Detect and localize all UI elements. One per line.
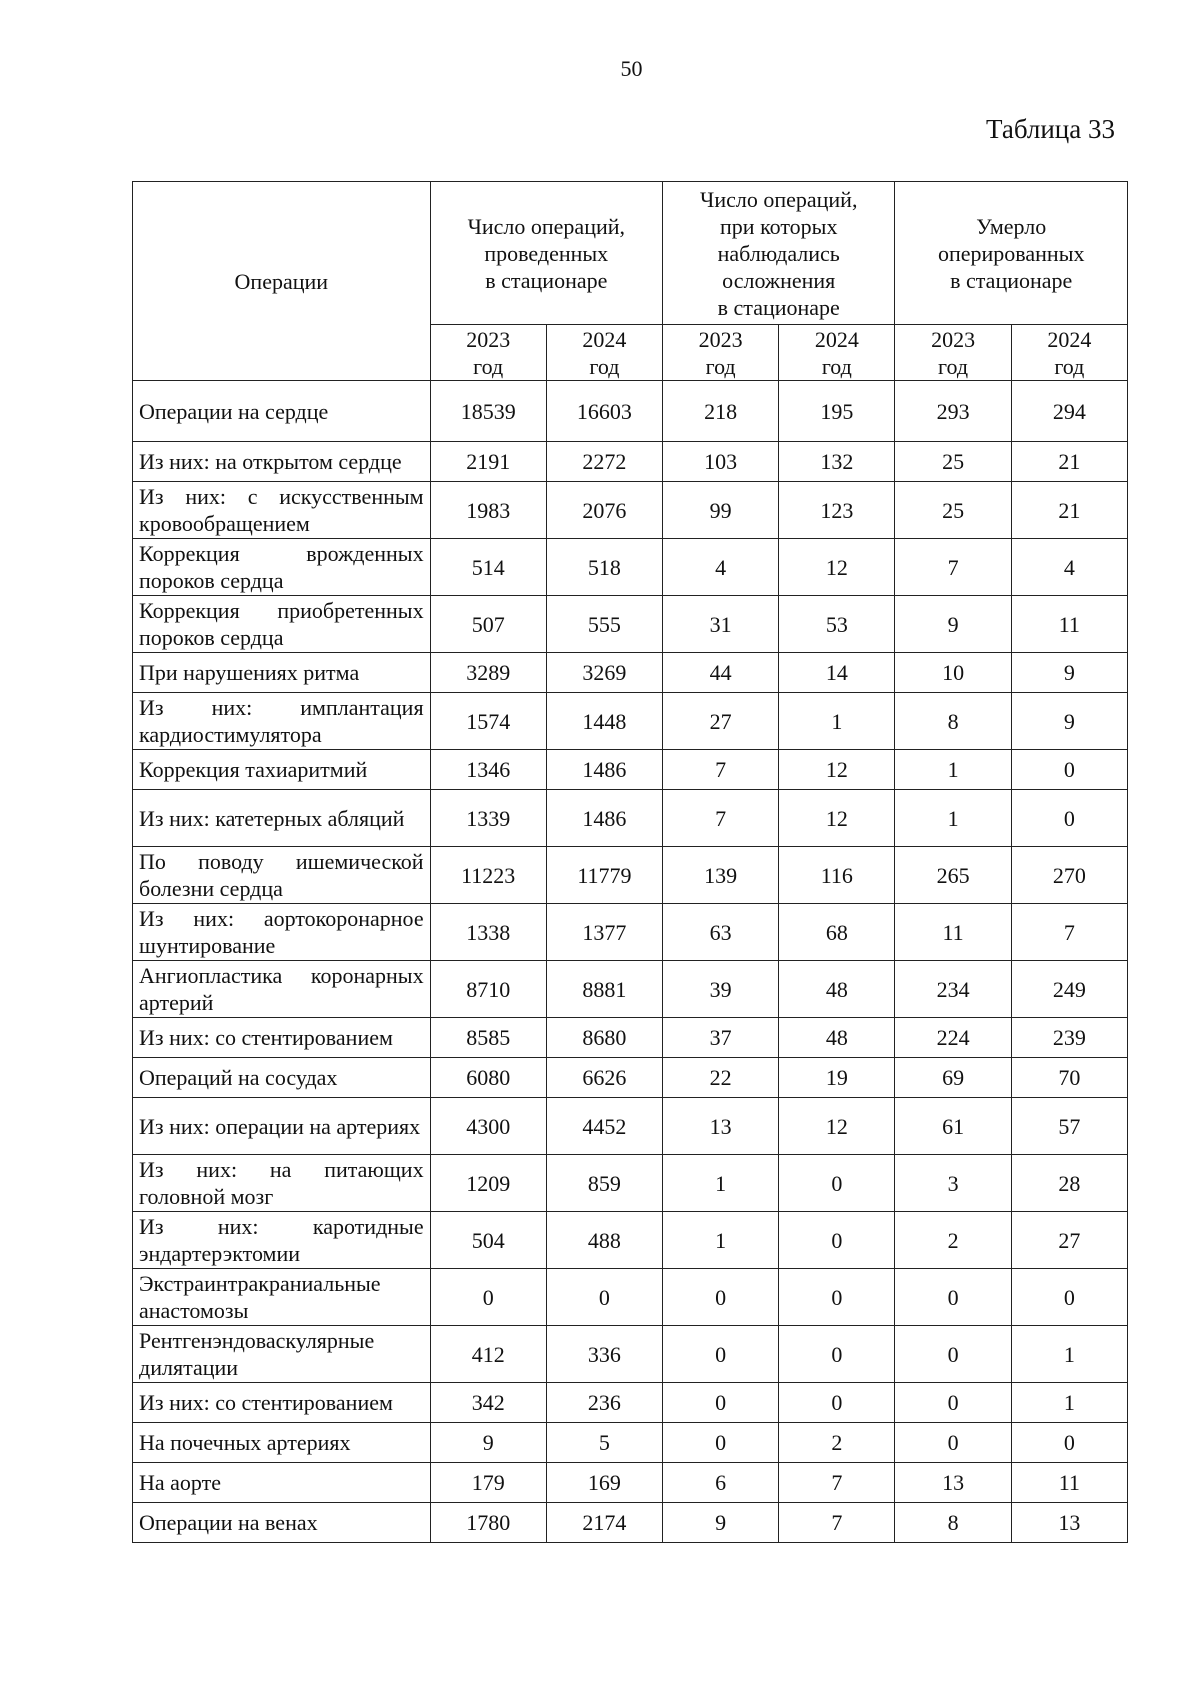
cell-value: 234: [895, 961, 1011, 1018]
cell-value: 0: [1011, 1269, 1127, 1326]
cell-value: 0: [1011, 790, 1127, 847]
cell-value: 0: [1011, 1423, 1127, 1463]
cell-value: 514: [430, 539, 546, 596]
header-line: Число операций,: [467, 213, 626, 239]
table-row: [133, 482, 1128, 539]
row-label: Операций на сосудах: [133, 1058, 431, 1098]
cell-value: 11: [895, 904, 1011, 961]
cell-value: 1: [1011, 1383, 1127, 1423]
cell-value: 7: [895, 539, 1011, 596]
cell-value: 57: [1011, 1098, 1127, 1155]
header-line: Число операций,: [700, 186, 858, 212]
table-row: [133, 961, 1128, 1018]
header-year: 2024 год: [779, 325, 895, 381]
row-label: Экстраинтракраниальные анастомозы: [133, 1269, 431, 1326]
cell-value: 7: [663, 750, 779, 790]
cell-value: 412: [430, 1326, 546, 1383]
header-line: в стационаре: [717, 294, 840, 320]
cell-value: 6626: [546, 1058, 662, 1098]
cell-value: 488: [546, 1212, 662, 1269]
row-label: Операции на сердце: [133, 381, 431, 442]
cell-value: 39: [663, 961, 779, 1018]
cell-value: 1486: [546, 750, 662, 790]
cell-value: 28: [1011, 1155, 1127, 1212]
cell-value: 1574: [430, 693, 546, 750]
cell-value: 2076: [546, 482, 662, 539]
header-line: оперированных: [937, 240, 1085, 266]
row-label: Коррекция врожденных пороков сердца: [133, 539, 431, 596]
cell-value: 69: [895, 1058, 1011, 1098]
cell-value: 25: [895, 442, 1011, 482]
table-caption: Таблица 33: [986, 114, 1115, 144]
cell-value: 0: [663, 1383, 779, 1423]
cell-value: 1209: [430, 1155, 546, 1212]
table-row: [133, 1058, 1128, 1098]
cell-value: 239: [1011, 1018, 1127, 1058]
cell-value: 8: [895, 1503, 1011, 1543]
cell-value: 1: [663, 1155, 779, 1212]
cell-value: 116: [779, 847, 895, 904]
table-row: [133, 442, 1128, 482]
cell-value: 169: [546, 1463, 662, 1503]
cell-value: 1346: [430, 750, 546, 790]
row-label: Из них: операции на артериях: [133, 1098, 431, 1155]
cell-value: 0: [430, 1269, 546, 1326]
table-row: [133, 381, 1128, 442]
cell-value: 507: [430, 596, 546, 653]
table-row: [133, 1269, 1128, 1326]
cell-value: 63: [663, 904, 779, 961]
cell-value: 0: [779, 1269, 895, 1326]
row-label: Из них: со стентированием: [133, 1383, 431, 1423]
cell-value: 103: [663, 442, 779, 482]
cell-value: 25: [895, 482, 1011, 539]
cell-value: 12: [779, 1098, 895, 1155]
row-label: Из них: имплантация кардиостимулятора: [133, 693, 431, 750]
cell-value: 44: [663, 653, 779, 693]
page-number: 50: [620, 56, 643, 81]
cell-value: 9: [430, 1423, 546, 1463]
cell-value: 0: [663, 1269, 779, 1326]
cell-value: 99: [663, 482, 779, 539]
cell-value: 9: [663, 1503, 779, 1543]
cell-value: 10: [895, 653, 1011, 693]
header-line: осложнения: [722, 267, 836, 293]
table-row: [133, 693, 1128, 750]
cell-value: 236: [546, 1383, 662, 1423]
cell-value: 6080: [430, 1058, 546, 1098]
cell-value: 48: [779, 961, 895, 1018]
table-row: [133, 1463, 1128, 1503]
cell-value: 9: [895, 596, 1011, 653]
table-row: [133, 1098, 1128, 1155]
header-year: 2024 год: [546, 325, 662, 381]
cell-value: 2: [895, 1212, 1011, 1269]
row-label: Из них: со стентированием: [133, 1018, 431, 1058]
table-row: [133, 847, 1128, 904]
cell-value: 12: [779, 539, 895, 596]
cell-value: 1: [895, 790, 1011, 847]
cell-value: 218: [663, 381, 779, 442]
cell-value: 2: [779, 1423, 895, 1463]
cell-value: 0: [546, 1269, 662, 1326]
cell-value: 27: [1011, 1212, 1127, 1269]
row-label: Рентгенэндоваскулярные дилятации: [133, 1326, 431, 1383]
cell-value: 61: [895, 1098, 1011, 1155]
cell-value: 0: [779, 1383, 895, 1423]
header-line: Умерло: [976, 213, 1047, 239]
cell-value: 139: [663, 847, 779, 904]
table-row: [133, 539, 1128, 596]
cell-value: 12: [779, 750, 895, 790]
cell-value: 0: [779, 1212, 895, 1269]
cell-value: 7: [779, 1463, 895, 1503]
header-line: наблюдались: [717, 240, 840, 266]
cell-value: 8: [895, 693, 1011, 750]
table-row: [133, 1503, 1128, 1543]
cell-value: 2272: [546, 442, 662, 482]
cell-value: 16603: [546, 381, 662, 442]
table-row: [133, 1155, 1128, 1212]
cell-value: 0: [663, 1423, 779, 1463]
cell-value: 8881: [546, 961, 662, 1018]
header-year: 2023 год: [663, 325, 779, 381]
cell-value: 270: [1011, 847, 1127, 904]
header-year: 2023 год: [895, 325, 1011, 381]
row-label: На аорте: [133, 1463, 431, 1503]
operations-table: [132, 181, 1128, 1543]
cell-value: 0: [663, 1326, 779, 1383]
cell-value: 249: [1011, 961, 1127, 1018]
cell-value: 12: [779, 790, 895, 847]
table-row: [133, 904, 1128, 961]
cell-value: 7: [779, 1503, 895, 1543]
cell-value: 7: [663, 790, 779, 847]
cell-value: 1: [895, 750, 1011, 790]
table-row: [133, 1423, 1128, 1463]
cell-value: 21: [1011, 442, 1127, 482]
header-line: проведенных: [484, 240, 609, 266]
cell-value: 19: [779, 1058, 895, 1098]
cell-value: 11: [1011, 1463, 1127, 1503]
cell-value: 293: [895, 381, 1011, 442]
cell-value: 123: [779, 482, 895, 539]
cell-value: 179: [430, 1463, 546, 1503]
cell-value: 27: [663, 693, 779, 750]
cell-value: 0: [895, 1269, 1011, 1326]
row-label: Операции на венах: [133, 1503, 431, 1543]
cell-value: 1: [779, 693, 895, 750]
cell-value: 8710: [430, 961, 546, 1018]
row-label: Из них: на питающих головной мозг: [133, 1155, 431, 1212]
cell-value: 504: [430, 1212, 546, 1269]
row-label: Ангиопластика коронарных артерий: [133, 961, 431, 1018]
cell-value: 0: [895, 1326, 1011, 1383]
cell-value: 4452: [546, 1098, 662, 1155]
row-label: Из них: аортокоронарное шунтирование: [133, 904, 431, 961]
table-row: [133, 750, 1128, 790]
cell-value: 3289: [430, 653, 546, 693]
cell-value: 70: [1011, 1058, 1127, 1098]
table-row: [133, 596, 1128, 653]
cell-value: 342: [430, 1383, 546, 1423]
cell-value: 8680: [546, 1018, 662, 1058]
cell-value: 11: [1011, 596, 1127, 653]
cell-value: 7: [1011, 904, 1127, 961]
header-group-complications: [663, 182, 895, 325]
cell-value: 1377: [546, 904, 662, 961]
cell-value: 1: [1011, 1326, 1127, 1383]
cell-value: 0: [895, 1423, 1011, 1463]
header-group-deaths: [895, 182, 1128, 325]
row-label: Из них: с искусственным кровообращением: [133, 482, 431, 539]
header-year: 2023 год: [430, 325, 546, 381]
table-row: [133, 653, 1128, 693]
cell-value: 132: [779, 442, 895, 482]
row-label: Из них: каротидные эндартерэктомии: [133, 1212, 431, 1269]
cell-value: 11223: [430, 847, 546, 904]
table-row: [133, 790, 1128, 847]
table-body: [133, 381, 1128, 1543]
cell-value: 14: [779, 653, 895, 693]
cell-value: 8585: [430, 1018, 546, 1058]
cell-value: 1339: [430, 790, 546, 847]
cell-value: 37: [663, 1018, 779, 1058]
row-label: Из них: на открытом сердце: [133, 442, 431, 482]
cell-value: 1780: [430, 1503, 546, 1543]
table-row: [133, 1212, 1128, 1269]
cell-value: 1486: [546, 790, 662, 847]
cell-value: 265: [895, 847, 1011, 904]
cell-value: 68: [779, 904, 895, 961]
cell-value: 1983: [430, 482, 546, 539]
cell-value: 9: [1011, 693, 1127, 750]
cell-value: 18539: [430, 381, 546, 442]
cell-value: 21: [1011, 482, 1127, 539]
cell-value: 1448: [546, 693, 662, 750]
row-label: На почечных артериях: [133, 1423, 431, 1463]
header-operations: Операции: [133, 182, 431, 381]
row-label: Коррекция тахиаритмий: [133, 750, 431, 790]
header-line: при которых: [720, 213, 838, 239]
cell-value: 13: [663, 1098, 779, 1155]
header-year: 2024 год: [1011, 325, 1127, 381]
cell-value: 294: [1011, 381, 1127, 442]
cell-value: 2174: [546, 1503, 662, 1543]
cell-value: 6: [663, 1463, 779, 1503]
cell-value: 3269: [546, 653, 662, 693]
cell-value: 2191: [430, 442, 546, 482]
cell-value: 1: [663, 1212, 779, 1269]
cell-value: 9: [1011, 653, 1127, 693]
cell-value: 0: [779, 1155, 895, 1212]
header-group-performed: [430, 182, 662, 325]
cell-value: 11779: [546, 847, 662, 904]
row-label: Коррекция приобретенных пороков сердца: [133, 596, 431, 653]
cell-value: 224: [895, 1018, 1011, 1058]
cell-value: 4300: [430, 1098, 546, 1155]
row-label: Из них: катетерных абляций: [133, 790, 431, 847]
cell-value: 4: [663, 539, 779, 596]
cell-value: 3: [895, 1155, 1011, 1212]
cell-value: 22: [663, 1058, 779, 1098]
cell-value: 336: [546, 1326, 662, 1383]
cell-value: 0: [1011, 750, 1127, 790]
cell-value: 859: [546, 1155, 662, 1212]
cell-value: 1338: [430, 904, 546, 961]
table-row: [133, 1326, 1128, 1383]
row-label: По поводу ишемической болезни сердца: [133, 847, 431, 904]
cell-value: 5: [546, 1423, 662, 1463]
row-label: При нарушениях ритма: [133, 653, 431, 693]
cell-value: 555: [546, 596, 662, 653]
cell-value: 518: [546, 539, 662, 596]
cell-value: 13: [1011, 1503, 1127, 1543]
cell-value: 48: [779, 1018, 895, 1058]
cell-value: 195: [779, 381, 895, 442]
cell-value: 0: [779, 1326, 895, 1383]
cell-value: 4: [1011, 539, 1127, 596]
table-row: [133, 1018, 1128, 1058]
cell-value: 0: [895, 1383, 1011, 1423]
header-line: в стационаре: [950, 267, 1073, 293]
header-line: в стационаре: [485, 267, 608, 293]
cell-value: 13: [895, 1463, 1011, 1503]
table-row: [133, 1383, 1128, 1423]
cell-value: 31: [663, 596, 779, 653]
cell-value: 53: [779, 596, 895, 653]
